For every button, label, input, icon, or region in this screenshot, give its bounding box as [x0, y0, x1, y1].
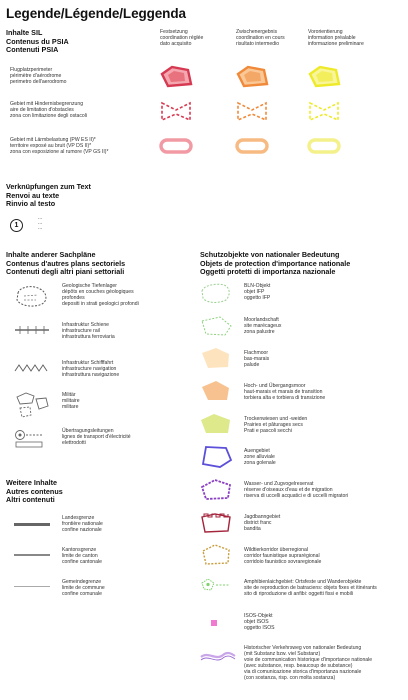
- sachplan-navigation: [62, 360, 119, 378]
- links-heading-it: Rinvio al testo: [6, 199, 56, 209]
- weitere-national-border: [62, 515, 103, 533]
- link-dots: ...: [38, 225, 43, 231]
- historic-route-symbol: [198, 647, 238, 665]
- legend-title: Legende/Légende/Leggenda: [6, 6, 186, 21]
- fen-symbol: [198, 345, 234, 371]
- sil-heading-de: Inhalte SIL: [6, 28, 43, 37]
- canton-border-line: [14, 554, 50, 556]
- schutz-isos: [244, 613, 275, 631]
- row-label: Gebiet mit Lärmbelastung (PW ES II)*: [10, 137, 96, 143]
- item-label: Auengebiet: [244, 448, 270, 454]
- sil-column-2: [236, 29, 285, 47]
- sachplan-rail: [62, 322, 115, 340]
- row-label: périmètre d'aérodrome: [10, 73, 62, 80]
- sil-heading-it: Contenuti PSIA: [6, 45, 59, 55]
- isos-symbol: [198, 614, 234, 634]
- item-label: limite de commune: [62, 585, 105, 592]
- item-label: site marécageux: [244, 323, 282, 330]
- item-label: Wildtierkorridor überregional: [244, 547, 308, 553]
- noise-symbol-orange: [234, 137, 270, 155]
- moorland-symbol: [198, 314, 234, 338]
- item-label: militaire: [62, 398, 80, 405]
- weitere-heading-fr: Autres contenus: [6, 486, 63, 496]
- item-label: Landesgrenze: [62, 515, 95, 521]
- sachplan-geological: [62, 283, 139, 307]
- links-heading: [6, 183, 91, 209]
- item-label: oggetto ISOS: [244, 625, 275, 632]
- item-label: Kantonsgrenze: [62, 547, 97, 553]
- column-label: Zwischenergebnis: [236, 29, 278, 35]
- schutz-amphibian-site: [244, 579, 377, 597]
- sil-row-perimeter: [10, 67, 66, 85]
- item-label: palude: [244, 362, 260, 369]
- column-label: Vororientierung: [308, 29, 343, 35]
- schutz-heading-de: Schutzobjekte von nationaler Bedeutung: [200, 250, 340, 259]
- obstacle-symbol-red: [158, 99, 194, 125]
- item-label: Amphibienlaichgebiet: Ortsfeste und Wanderobjekte: [244, 579, 362, 585]
- national-border-line: [14, 523, 50, 526]
- rail-symbol: [12, 322, 52, 338]
- schutz-fen: [244, 350, 269, 368]
- row-label: perimetro dell'aerodromo: [10, 79, 67, 86]
- row-label: Gebiet mit Hindernisbegrenzung: [10, 101, 84, 107]
- power-line-symbol: [12, 427, 52, 449]
- links-heading-fr: Renvoi au texte: [6, 190, 60, 200]
- perimeter-symbol-orange: [234, 64, 270, 90]
- row-label: Flugplatzperimeter: [10, 67, 53, 73]
- item-label: Infrastruktur Schiene: [62, 322, 109, 328]
- item-label: zona palustre: [244, 329, 275, 336]
- sil-row-obstacle: [10, 101, 87, 119]
- geological-repository-symbol: [12, 283, 52, 309]
- schutz-wildlife-corridor: [244, 547, 321, 565]
- sil-column-1: [160, 29, 203, 47]
- raised-bog-symbol: [198, 378, 234, 404]
- item-label: zone alluviale: [244, 454, 275, 461]
- weitere-municipal-border: [62, 579, 105, 597]
- waterbird-reserve-symbol: [198, 477, 234, 503]
- amphibian-site-symbol: [198, 575, 234, 597]
- column-label: risultato intermedio: [236, 41, 280, 48]
- item-label: Wasser- und Zugvogelreservat: [244, 481, 314, 487]
- weitere-heading-it: Altri contenuti: [6, 495, 55, 505]
- navigation-symbol: [12, 360, 52, 376]
- item-label: confine nazionale: [62, 527, 102, 534]
- item-label: profondes: [62, 295, 85, 302]
- item-label: voie de communication historique d'importance nationale: [244, 657, 373, 664]
- item-label: riserva di uccelli acquatici e di uccelli migratori: [244, 493, 349, 500]
- item-label: Moorlandschaft: [244, 317, 279, 323]
- item-label: Historischer Verkehrsweg von nationaler Bedeutung: [244, 645, 362, 651]
- sachplaene-heading: [6, 251, 125, 277]
- sil-heading: [6, 29, 69, 55]
- item-label: (mit Substanz bzw. viel Substanz): [244, 651, 321, 658]
- schutz-bln: [244, 283, 270, 301]
- row-label: territoire exposé au bruit (VP DS II)*: [10, 143, 92, 150]
- schutz-hunting-reserve: [244, 514, 280, 532]
- item-label: ISOS-Objekt: [244, 613, 273, 619]
- municipal-border-line: [14, 586, 50, 587]
- schutz-moorland: [244, 317, 281, 335]
- item-label: militare: [62, 404, 79, 411]
- item-label: (avec substance, resp. beaucoup de substance): [244, 663, 353, 670]
- item-label: haut-marais et marais de transition: [244, 389, 323, 396]
- item-label: corridoio faunistico sovraregionale: [244, 559, 322, 566]
- column-label: Festsetzung: [160, 29, 188, 35]
- row-label: zona con limitazione degli ostacoli: [10, 113, 88, 120]
- item-label: sito di riproduzione di anfibi: oggetti fissi e mobili: [244, 591, 354, 598]
- floodplain-symbol: [198, 444, 234, 470]
- item-label: Geologische Tiefenlager: [62, 283, 117, 289]
- military-symbol: [12, 390, 52, 420]
- links-heading-de: Verknüpfungen zum Text: [6, 182, 91, 191]
- schutz-historic-route: [244, 645, 372, 682]
- item-label: infrastruttura navigazione: [62, 372, 120, 379]
- text-link-number: 1: [10, 219, 23, 232]
- link-dots: ...: [38, 215, 43, 221]
- item-label: Prati e pascoli secchi: [244, 428, 292, 435]
- sachplan-power-lines: [62, 428, 131, 446]
- item-label: dépôts en couches géologiques: [62, 289, 134, 296]
- text-link-dots: [38, 216, 42, 231]
- item-label: Militär: [62, 392, 76, 398]
- perimeter-symbol-red: [158, 64, 194, 90]
- sachplaene-heading-it: Contenuti degli altri piani settoriali: [6, 267, 125, 277]
- schutz-waterbird-reserve: [244, 481, 348, 499]
- schutz-heading: [200, 251, 350, 277]
- item-label: oggetto IFP: [244, 295, 271, 302]
- hunting-reserve-symbol: [198, 510, 234, 536]
- wildlife-corridor-symbol: [198, 542, 234, 568]
- item-label: corridor faunistique suprarégional: [244, 553, 320, 560]
- item-label: depositi in strati geologici profondi: [62, 301, 139, 308]
- item-label: infrastructure rail: [62, 328, 100, 335]
- weitere-canton-border: [62, 547, 102, 565]
- column-label: information préalable: [308, 35, 356, 42]
- item-label: BLN-Objekt: [244, 283, 271, 289]
- item-label: lignes de transport d'électricité: [62, 434, 131, 441]
- schutz-dry-meadow: [244, 416, 307, 434]
- column-label: coordination en cours: [236, 35, 285, 42]
- item-label: objet ISOS: [244, 619, 269, 626]
- item-label: Flachmoor: [244, 350, 269, 356]
- item-label: site de reproduction de batraciens: objets fixes et itinérants: [244, 585, 377, 592]
- obstacle-symbol-orange: [234, 99, 270, 125]
- item-label: limite de canton: [62, 553, 98, 560]
- item-label: (con sostanza, risp. con molta sostanza): [244, 675, 336, 682]
- sachplan-military: [62, 392, 80, 410]
- item-label: Infrastruktur Schifffahrt: [62, 360, 114, 366]
- item-label: Trockenwiesen und -weiden: [244, 416, 308, 422]
- column-label: informazione preliminare: [308, 41, 364, 48]
- sil-heading-fr: Contenus du PSIA: [6, 36, 69, 46]
- weitere-heading: [6, 479, 63, 505]
- item-label: Prairies et pâturages secs: [244, 422, 303, 429]
- item-label: bandita: [244, 526, 261, 533]
- bln-symbol: [198, 281, 234, 305]
- column-label: coordination réglée: [160, 35, 204, 42]
- item-label: frontière nationale: [62, 521, 103, 528]
- perimeter-symbol-yellow: [306, 64, 342, 90]
- item-label: confine cantonale: [62, 559, 102, 566]
- item-label: bas-marais: [244, 356, 270, 363]
- schutz-floodplain: [244, 448, 276, 466]
- noise-symbol-red: [158, 137, 194, 155]
- dry-meadow-symbol: [198, 411, 234, 437]
- schutz-raised-bog: [244, 383, 325, 401]
- schutz-heading-fr: Objets de protection d'importance nationale: [200, 258, 351, 268]
- column-label: dato acquisito: [160, 41, 192, 48]
- item-label: Übertragungsleitungen: [62, 428, 114, 434]
- link-dots: ...: [38, 220, 43, 226]
- item-label: via di comunicazione storica d'importanza nazionale: [244, 669, 362, 676]
- item-label: Gemeindegrenze: [62, 579, 102, 585]
- weitere-heading-de: Weitere Inhalte: [6, 478, 57, 487]
- noise-symbol-yellow: [306, 137, 342, 155]
- item-label: elettrodotti: [62, 440, 86, 447]
- item-label: infrastruttura ferroviaria: [62, 334, 115, 341]
- item-label: réserve d'oiseaux d'eau et de migration: [244, 487, 333, 494]
- row-label: aire de limitation d'obstacles: [10, 107, 74, 114]
- item-label: torbiera alta e torbiera di transizione: [244, 395, 326, 402]
- item-label: objet IFP: [244, 289, 265, 296]
- item-label: Hoch- und Übergangsmoor: [244, 383, 306, 389]
- item-label: zona golenale: [244, 460, 276, 467]
- item-label: Jagdbanngebiet: [244, 514, 281, 520]
- sil-row-noise: [10, 137, 108, 155]
- schutz-heading-it: Oggetti protetti di importanza nazionale: [200, 267, 336, 277]
- sachplaene-heading-de: Inhalte anderer Sachpläne: [6, 250, 96, 259]
- row-label: zona con esposizione al rumore (VP GS II)*: [10, 149, 109, 156]
- item-label: confine comunale: [62, 591, 102, 598]
- item-label: district franc: [244, 520, 272, 527]
- item-label: infrastructure navigation: [62, 366, 117, 373]
- obstacle-symbol-yellow: [306, 99, 342, 125]
- sil-column-3: [308, 29, 364, 47]
- sachplaene-heading-fr: Contenus d'autres plans sectoriels: [6, 258, 126, 268]
